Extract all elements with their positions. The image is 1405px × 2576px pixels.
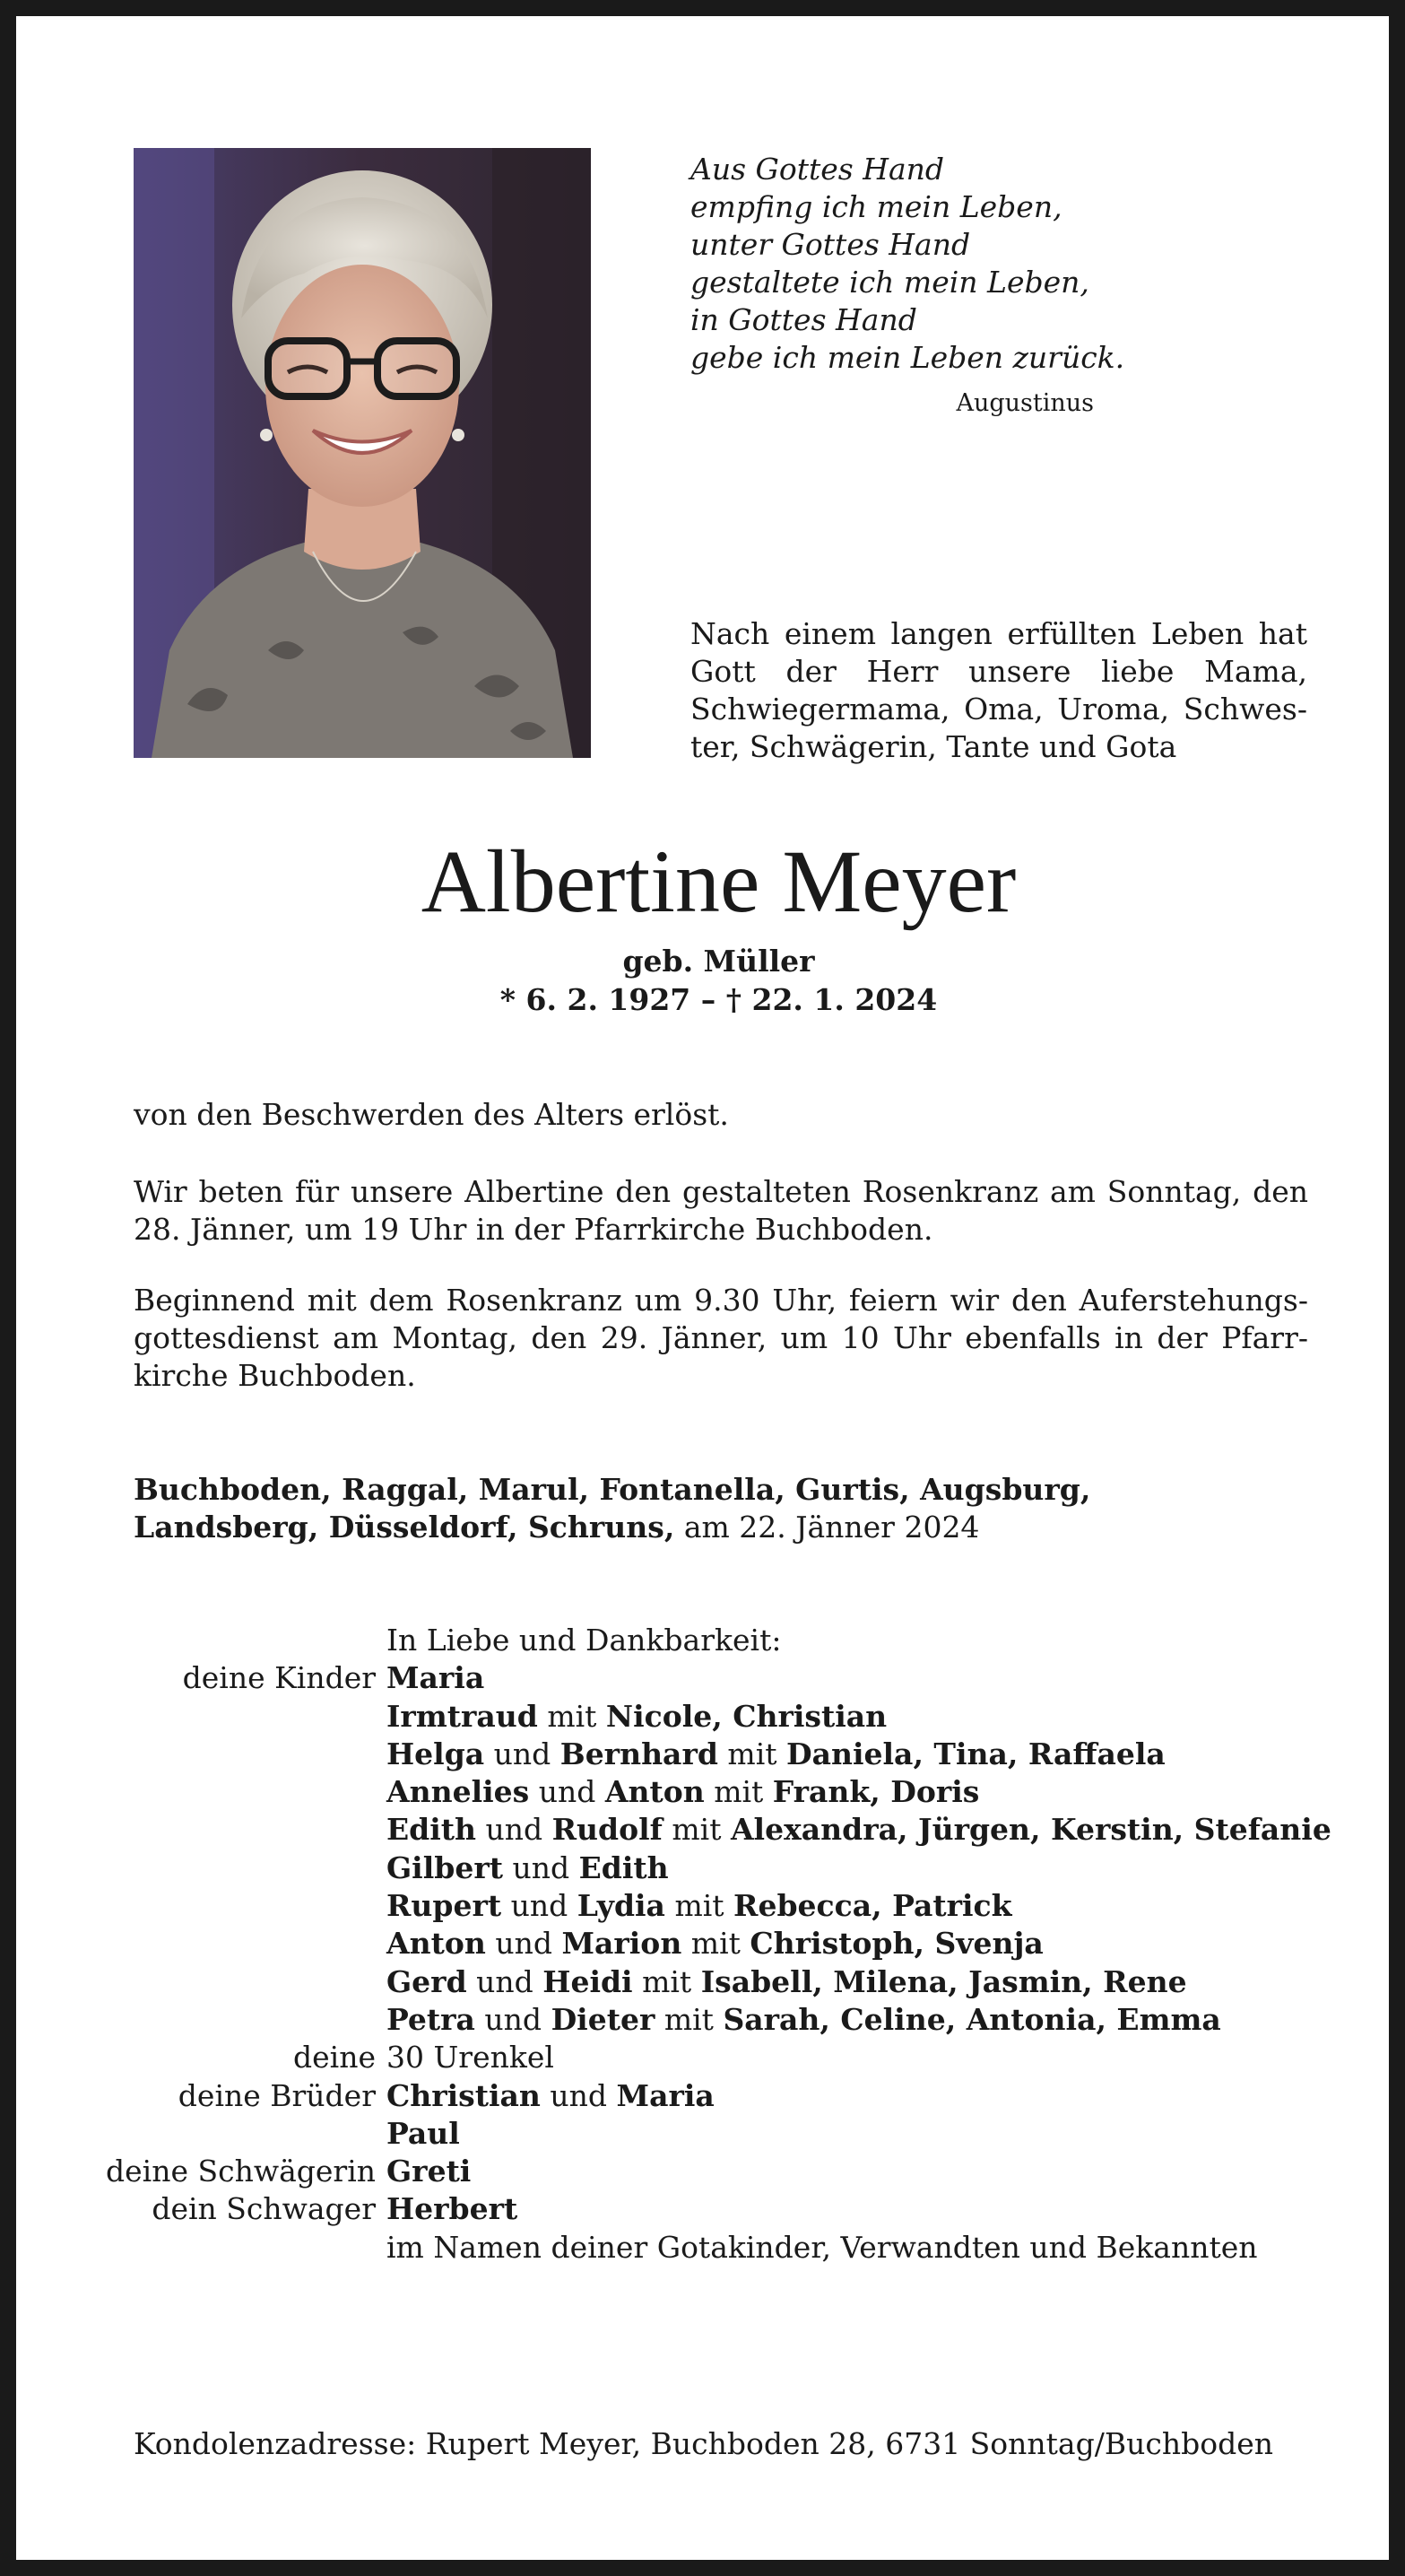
- family-name: Anton: [386, 1926, 486, 1962]
- paragraph-line: Wir beten für unsere Albertine den gestalteten Rosenkranz am Sonntag, den: [134, 1174, 1308, 1209]
- family-connector: und: [485, 1926, 562, 1962]
- family-name: Irmtraud: [386, 1698, 538, 1734]
- family-name: Greti: [386, 2154, 472, 2189]
- family-row: [16, 1887, 1405, 1925]
- family-name: Dieter: [551, 2001, 655, 2037]
- family-names: [386, 2039, 554, 2076]
- family-connector: im Namen deiner Gotakinder, Verwandten und Bekannten: [386, 2229, 1258, 2265]
- paragraph-line: von den Beschwerden des Alters erlöst.: [134, 1097, 729, 1132]
- poem: [690, 151, 1124, 377]
- family-names: [386, 1849, 669, 1887]
- family-name: Christoph, Svenja: [750, 1926, 1044, 1962]
- family-name: Gilbert: [386, 1849, 503, 1885]
- family-connector: mit: [537, 1698, 606, 1734]
- paragraph-rosary: [134, 1173, 1308, 1249]
- paragraph-service: [134, 1282, 1308, 1395]
- poem-author: Augustinus: [956, 389, 1094, 417]
- family-name: Bernhard: [559, 1736, 718, 1771]
- poem-line: unter Gottes Hand: [690, 227, 971, 262]
- intro-text: [690, 615, 1307, 766]
- family-connector: und: [501, 1888, 577, 1924]
- paragraph-line: kirche Buchboden.: [134, 1358, 416, 1393]
- family-row: [16, 2190, 1405, 2228]
- places-line: Buchboden, Raggal, Marul, Fontanella, Gurtis, Augsburg,: [134, 1472, 1091, 1507]
- family-names: [386, 2115, 460, 2153]
- family-name: Rebecca, Patrick: [733, 1888, 1012, 1924]
- family-connector: und: [529, 1774, 605, 1810]
- intro-line: ter, Schwägerin, Tante und Gota: [690, 729, 1177, 764]
- family-relation-label: deine Brüder: [178, 2077, 376, 2113]
- deceased-name: Albertine Meyer: [421, 831, 1017, 931]
- paragraph-line: 28. Jänner, um 19 Uhr in der Pfarrkirche Buchboden.: [134, 1212, 933, 1247]
- poem-line: empfing ich mein Leben,: [690, 189, 1062, 224]
- family-relation-label: deine Schwägerin: [106, 2154, 376, 2189]
- family-names: [386, 1925, 1044, 1962]
- intro-line: Schwiegermama, Oma, Uroma, Schwes-: [690, 692, 1307, 727]
- family-name: Petra: [386, 2001, 475, 2037]
- family-names: [386, 1811, 1331, 1849]
- paragraph-relief: [134, 1096, 1308, 1134]
- family-name: Christian: [386, 2077, 541, 2113]
- family-name: Heidi: [542, 1963, 633, 1999]
- family-name: Rudolf: [551, 1812, 663, 1848]
- portrait-illustration: [134, 148, 591, 758]
- family-connector: und: [502, 1849, 579, 1885]
- family-names: [386, 2001, 1221, 2039]
- family-relation-label: deine Kinder: [182, 1660, 376, 1696]
- paragraph-line: gottesdienst am Montag, den 29. Jänner, um 10 Uhr ebenfalls in der Pfarr-: [134, 1320, 1308, 1355]
- family-connector: mit: [717, 1736, 786, 1771]
- family-row: [16, 2115, 1405, 2153]
- life-dates: * 6. 2. 1927 – † 22. 1. 2024: [499, 982, 938, 1017]
- family-connector: und: [484, 1736, 560, 1771]
- intro-line: Nach einem langen erfüllten Leben hat: [690, 616, 1307, 651]
- family-row: [16, 2229, 1405, 2267]
- places-bold: Landsberg, Düsseldorf, Schruns,: [134, 1510, 675, 1545]
- places-date: am 22. Jänner 2024: [674, 1510, 980, 1545]
- family-names: [386, 1736, 1166, 1773]
- maiden-name: geb. Müller: [622, 944, 815, 979]
- poem-line: in Gottes Hand: [690, 302, 917, 337]
- family-row: [16, 1963, 1405, 2001]
- family-row: [16, 1849, 1405, 1887]
- poem-line: gebe ich mein Leben zurück.: [690, 340, 1125, 375]
- family-connector: mit: [632, 1963, 701, 1999]
- family-name: Annelies: [386, 1774, 530, 1810]
- family-names: [386, 1887, 1012, 1925]
- family-connector: mit: [664, 1888, 734, 1924]
- family-names: [386, 1773, 979, 1811]
- poem-line: gestaltete ich mein Leben,: [690, 265, 1089, 300]
- family-name: Daniela, Tina, Raffaela: [786, 1736, 1166, 1771]
- family-name: Lydia: [577, 1888, 665, 1924]
- family-names: [386, 1659, 484, 1697]
- family-connector: mit: [662, 1812, 731, 1848]
- family-header: In Liebe und Dankbarkeit:: [386, 1623, 782, 1658]
- intro-line: Gott der Herr unsere liebe Mama,: [690, 654, 1307, 689]
- family-list: [16, 1622, 1405, 2267]
- family-names: [386, 1963, 1187, 2001]
- family-relation-label: dein Schwager: [152, 2191, 376, 2227]
- family-connector: und: [476, 1812, 552, 1848]
- paragraph-line: Beginnend mit dem Rosenkranz um 9.30 Uhr, feiern wir den Auferstehungs-: [134, 1283, 1308, 1318]
- family-row: [16, 1736, 1405, 1773]
- family-row: [16, 2039, 1405, 2076]
- family-connector: mit: [655, 2001, 724, 2037]
- family-name: Sarah, Celine, Antonia, Emma: [723, 2001, 1221, 2037]
- family-name: Nicole, Christian: [605, 1698, 888, 1734]
- family-names: [386, 2229, 1258, 2267]
- family-row: [16, 1925, 1405, 1962]
- poem-line: Aus Gottes Hand: [690, 152, 945, 187]
- family-name: Helga: [386, 1736, 485, 1771]
- family-name: Isabell, Milena, Jasmin, Rene: [700, 1963, 1187, 1999]
- family-names: [386, 2153, 471, 2190]
- family-name: Marion: [561, 1926, 682, 1962]
- family-connector: mit: [681, 1926, 750, 1962]
- family-row: [16, 1811, 1405, 1849]
- portrait-photo: [134, 148, 591, 758]
- family-names: [386, 2190, 517, 2228]
- family-row: [16, 2001, 1405, 2039]
- family-connector: und: [540, 2077, 617, 2113]
- places-line: [134, 1509, 1090, 1546]
- family-connector: 30 Urenkel: [386, 2040, 554, 2076]
- family-row: [16, 2153, 1405, 2190]
- family-name: Rupert: [386, 1888, 502, 1924]
- family-name: Maria: [616, 2077, 715, 2113]
- family-connector: mit: [704, 1774, 773, 1810]
- family-row: [16, 1659, 1405, 1697]
- family-row: [16, 2077, 1405, 2115]
- family-names: [386, 1698, 887, 1736]
- family-name: Edith: [578, 1849, 669, 1885]
- family-header-row: [16, 1622, 1405, 1659]
- family-connector: und: [466, 1963, 543, 1999]
- family-name: Maria: [386, 1660, 485, 1696]
- places-and-date: [134, 1471, 1090, 1546]
- family-row: [16, 1698, 1405, 1736]
- family-name: Gerd: [386, 1963, 467, 1999]
- family-names: [386, 2077, 715, 2115]
- condolence-address: Kondolenzadresse: Rupert Meyer, Buchboden 28, 6731 Sonntag/Buchboden: [134, 2426, 1273, 2461]
- family-relation-label: deine: [293, 2040, 376, 2076]
- family-name: Paul: [386, 2115, 460, 2151]
- family-connector: und: [474, 2001, 551, 2037]
- family-name: Edith: [386, 1812, 476, 1848]
- family-name: Anton: [604, 1774, 705, 1810]
- family-name: Herbert: [386, 2191, 518, 2227]
- family-name: Frank, Doris: [772, 1774, 980, 1810]
- family-row: [16, 1773, 1405, 1811]
- family-name: Alexandra, Jürgen, Kerstin, Stefanie: [730, 1812, 1331, 1848]
